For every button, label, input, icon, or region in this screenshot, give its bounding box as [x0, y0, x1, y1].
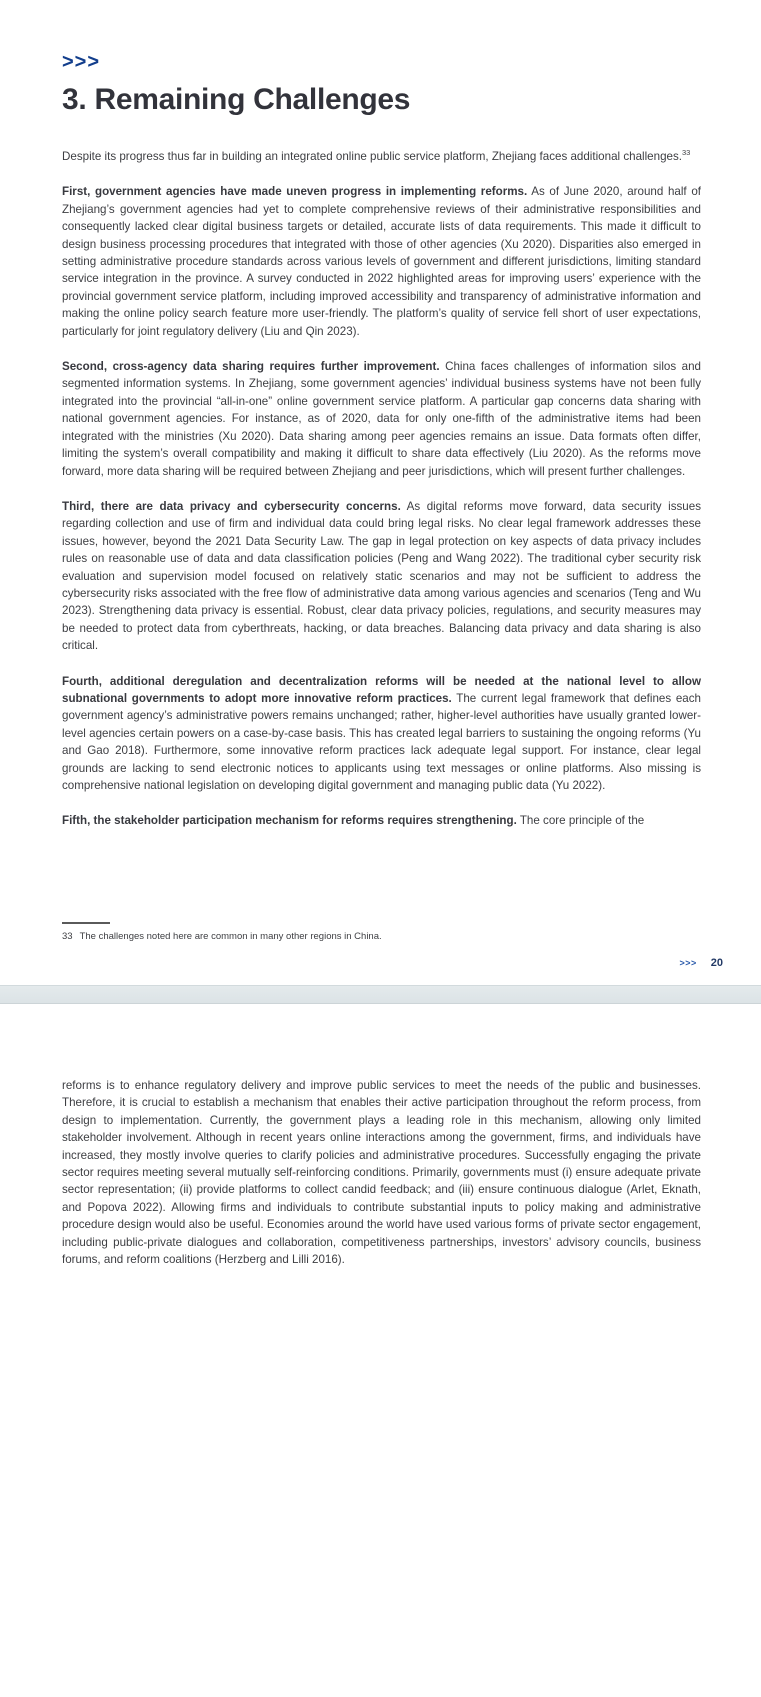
paragraph-third-lead: Third, there are data privacy and cybersecurity concerns.: [62, 499, 401, 513]
intro-text: Despite its progress thus far in building an integrated online public service platform, Zhejiang faces additional challenges.: [62, 150, 682, 163]
page-footer: [679, 957, 723, 969]
paragraph-third-body: As digital reforms move forward, data security issues regarding collection and use of firm and individual data could bring legal risks. No clear legal framework addresses these issues, however, beyond the 2021 Data Security Law. The gap in legal protection on key aspects of data privacy includes rules on reasonable use of data and data classification policies (Peng and Wang 2022). The traditional cyber security risk evaluation and supervision model focused on relatively static scenarios and may not be sufficient to address the cybersecurity risks associated with the free flow of administrative data among various agencies and scenarios (Teng and Wu 2023). Strengthening data privacy is essential. Robust, clear data privacy policies, regulations, and security measures may be needed to protect data from cyberthreats, hacking, or data breaches. Balancing data privacy and data sharing is also critical.: [62, 499, 701, 653]
report-page-21: [0, 1004, 761, 1697]
page-gap-separator: [0, 985, 761, 1004]
section-heading: 3. Remaining Challenges: [62, 83, 411, 116]
paragraph-fourth: [62, 673, 701, 795]
paragraph-third: [62, 498, 701, 655]
paragraph-first-lead: First, government agencies have made uneven progress in implementing reforms.: [62, 185, 528, 199]
footnote-text: The challenges noted here are common in many other regions in China.: [79, 931, 382, 942]
footnote-divider: [62, 922, 110, 924]
paragraph-second-body: China faces challenges of information silos and segmented information systems. In Zhejiang, some government agencies’ individual business systems have not been fully integrated into the provincial “all-in-one” online government service platform. A particular gap concerns data sharing with national government agencies. For instance, as of 2020, data for only one-fifth of the administrative items had been integrated with the ministries (Xu 2020). Data sharing among peer agencies remains an issue. Data formats often differ, limiting the system’s overall compatibility and making it difficult to share data effectively (Liu 2020). As the reforms move forward, more data sharing will be required between Zhejiang and peer jurisdictions, which will present further challenges.: [62, 360, 701, 478]
intro-paragraph: [62, 148, 701, 165]
page-content: [0, 0, 761, 830]
paragraph-fifth-lead: Fifth, the stakeholder participation mechanism for reforms requires strengthening.: [62, 814, 517, 828]
paragraph-fifth-body: The core principle of the: [519, 814, 645, 828]
footer-chevrons-icon: >>>: [679, 958, 697, 968]
paragraph-fourth-lead: Fourth, additional deregulation and decentralization reforms will be needed at the national level to allow subnational governments to adopt more innovative reform practices.: [62, 674, 701, 705]
paragraph-second-lead: Second, cross-agency data sharing requires further improvement.: [62, 360, 440, 374]
brand-chevrons-icon: >>>: [62, 51, 101, 73]
paragraph-fifth: [62, 812, 701, 829]
paragraph-fourth-body: The current legal framework that defines each government agency’s administrative powers remains unchanged; rather, higher-level authorities have usually granted lower-level agencies certain powers on a case-by-case basis. This has created legal barriers to sustaining the ongoing reforms (Yu and Gao 2018). Furthermore, some innovative reform practices lack adequate legal support. For instance, clear legal grounds are lacking to send electronic notices to applicants using text messages or online platforms. Also missing is comprehensive national legislation on developing digital government and managing public data (Yu 2022).: [62, 691, 701, 792]
footnote-block: [62, 922, 622, 943]
continuation-paragraph: reforms is to enhance regulatory delivery and improve public services to meet the needs of the public and businesses. Therefore, it is crucial to establish a mechanism that enables their active participation throughout the reform process, from design to implementation. Currently, the government plays a leading role in this mechanism, allowing only limited stakeholder involvement. Although in recent years online interactions among the government, firms, and individuals have increased, they mostly involve queries to clarify policies and administrative procedures. Successfully engaging the private sector requires meeting several mutually self-reinforcing conditions. Primarily, governments must (i) ensure adequate private sector representation; (ii) provide platforms to collect candid feedback; and (iii) ensure continuous dialogue (Arlet, Eknath, and Popova 2022). Allowing firms and individuals to contribute substantial inputs to policy making and administrative procedure design would also be useful. Economies around the world have used various forms of private sector engagement, including public-private dialogues and collaboration, competitiveness partnerships, investors’ advisory councils, business forums, and reform coalitions (Herzberg and Lilli 2016).: [62, 1079, 701, 1267]
page-number: 20: [710, 957, 723, 969]
paragraph-first: [62, 183, 701, 340]
footnote-number: 33: [62, 931, 73, 942]
paragraph-second: [62, 358, 701, 480]
footnote-reference: 33: [681, 148, 691, 158]
paragraph-first-body: As of June 2020, around half of Zhejiang’s government agencies had yet to complete comprehensive reviews of their administrative responsibilities and consequently lacked clear digital business targets or detailed, accurate lists of data requirements. This made it difficult to design business processing procedures that integrated with those of other agencies (Xu 2020). Disparities also emerged in setting administrative procedure standards across various levels of government and different jurisdictions, limiting standard service integration in the province. A survey conducted in 2022 highlighted areas for improving users’ experience with the provincial government service platform, including improved accessibility and transparency of administrative information and making the online policy search feature more user-friendly. The platform’s quality of service fell short of user expectations, particularly for joint regulatory delivery (Liu and Qin 2023).: [62, 185, 701, 338]
footnote: [62, 931, 622, 943]
